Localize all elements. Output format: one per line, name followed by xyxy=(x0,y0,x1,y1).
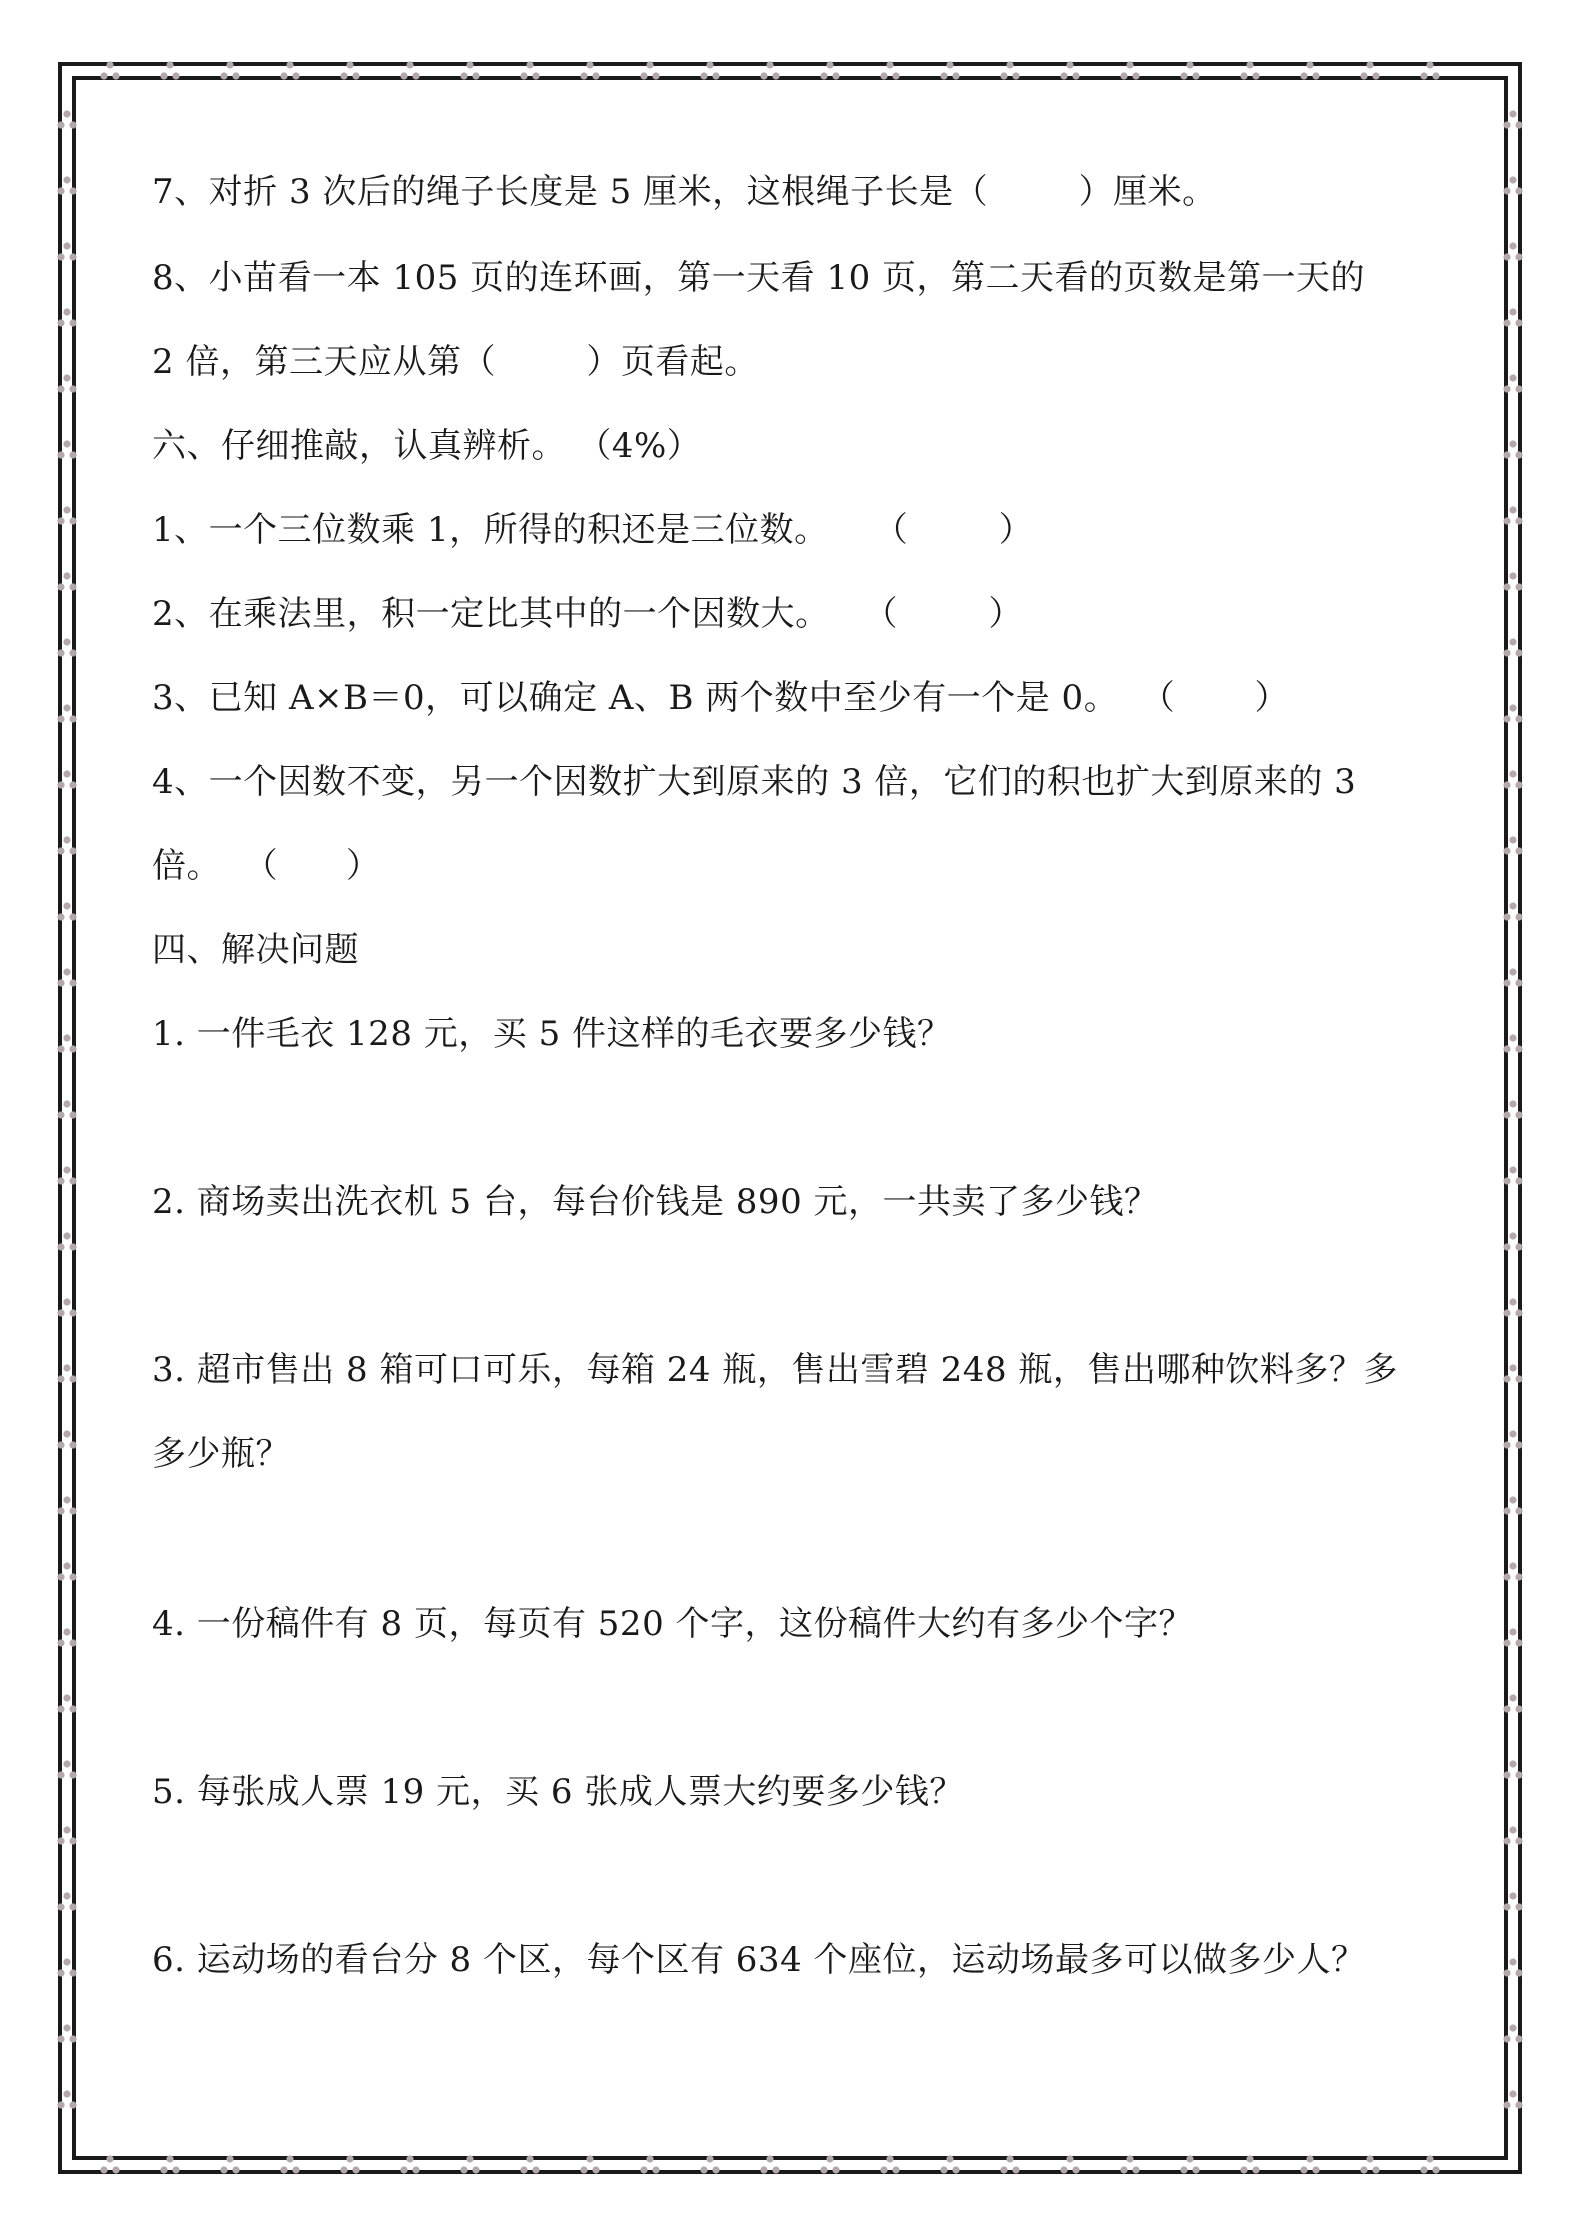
problem-2: 2. 商场卖出洗衣机 5 台，每台价钱是 890 元，一共卖了多少钱？ xyxy=(152,1182,1159,1222)
judge-question-1: 1、一个三位数乘 1，所得的积还是三位数。 （ ） xyxy=(152,510,1034,550)
section-six-title: 六、仔细推敲，认真辨析。 （4%） xyxy=(152,426,702,466)
problem-6: 6. 运动场的看台分 8 个区，每个区有 634 个座位，运动场最多可以做多少人？ xyxy=(152,1940,1366,1980)
question-8: 8、小苗看一本 105 页的连环画，第一天看 10 页，第二天看的页数是第一天的 xyxy=(152,258,1366,298)
judge-question-2: 2、在乘法里，积一定比其中的一个因数大。 （ ） xyxy=(152,594,1024,634)
section-four-title: 四、解决问题 xyxy=(152,930,359,970)
problem-3: 3. 超市售出 8 箱可口可乐，每箱 24 瓶，售出雪碧 248 瓶，售出哪种饮料多？多 xyxy=(152,1350,1398,1390)
problem-4: 4. 一份稿件有 8 页，每页有 520 个字，这份稿件大约有多少个字？ xyxy=(152,1604,1194,1644)
judge-question-4-continued: 倍。 （ ） xyxy=(152,846,381,886)
judge-question-3: 3、已知 A×B＝0，可以确定 A、B 两个数中至少有一个是 0。 （ ） xyxy=(152,678,1289,718)
problem-1: 1. 一件毛衣 128 元，买 5 件这样的毛衣要多少钱？ xyxy=(152,1014,952,1054)
problem-3-continued: 多少瓶？ xyxy=(152,1434,290,1474)
question-7: 7、对折 3 次后的绳子长度是 5 厘米，这根绳子长是（ ）厘米。 xyxy=(152,172,1217,212)
question-8-continued: 2 倍，第三天应从第（ ）页看起。 xyxy=(152,342,759,382)
judge-question-4: 4、一个因数不变，另一个因数扩大到原来的 3 倍，它们的积也扩大到原来的 3 xyxy=(152,762,1357,802)
problem-5: 5. 每张成人票 19 元，买 6 张成人票大约要多少钱？ xyxy=(152,1772,964,1812)
